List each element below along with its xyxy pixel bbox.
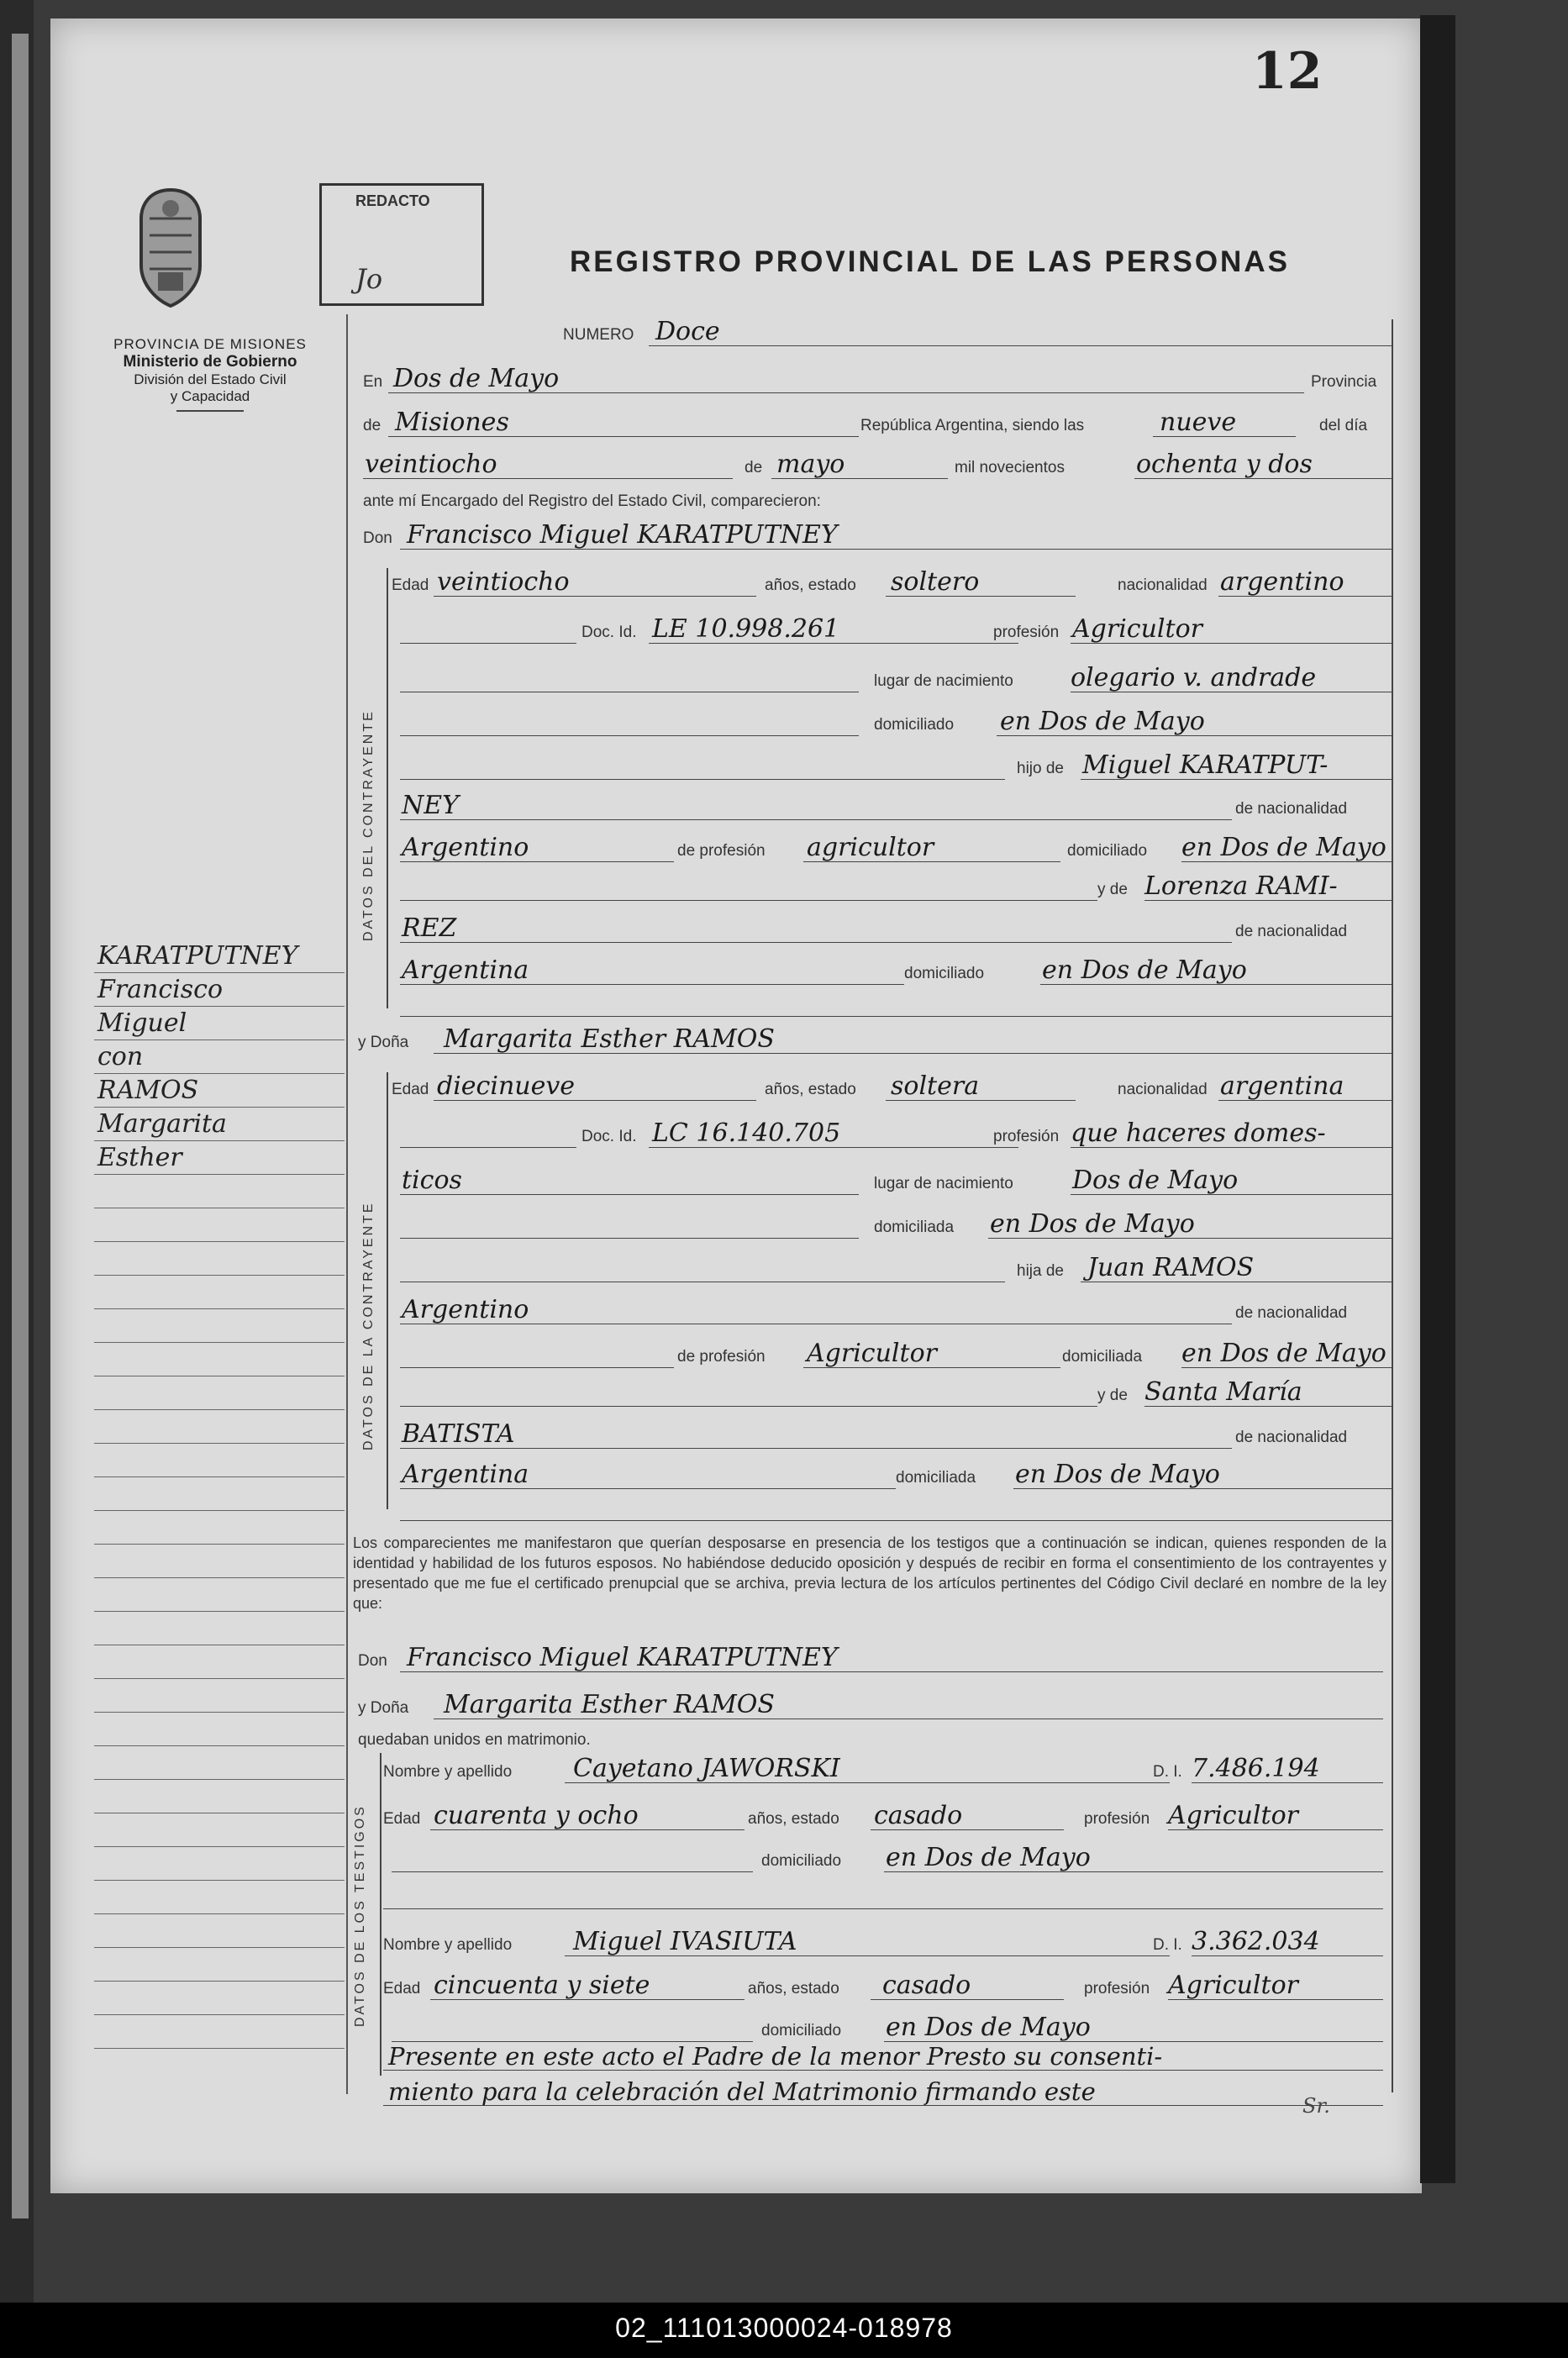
union-dona-label: y Doña: [358, 1699, 409, 1717]
margin-line: [94, 1713, 345, 1746]
margin-name-lines: [94, 940, 345, 2049]
dona-value: Margarita Esther RAMOS: [444, 1024, 775, 1054]
f-lugar-label: lugar de nacimiento: [874, 1175, 1013, 1192]
f-row-blank: [392, 1491, 1392, 1524]
margin-name: KARATPUTNEY: [97, 941, 298, 971]
c-row-lugar: [392, 662, 1392, 696]
margin-line: [94, 1410, 345, 1444]
margin-line: [94, 1343, 345, 1376]
row-numero: [353, 316, 1392, 350]
numero-value: Doce: [655, 317, 720, 346]
c-padre-domic: en Dos de Mayo: [1181, 833, 1386, 862]
redacto-label: REDACTO: [355, 192, 430, 209]
margin-line: [94, 1881, 345, 1914]
f-nac-label: nacionalidad: [1118, 1081, 1208, 1098]
margin-name: Margarita: [97, 1109, 227, 1139]
c-domic-label: domiciliado: [874, 716, 955, 734]
f-madre-de-nac-label: de nacionalidad: [1235, 1429, 1348, 1446]
redacto-initials: Jo: [355, 263, 383, 295]
margin-line: [94, 1914, 345, 1948]
de-mes-label: de: [745, 459, 763, 476]
c-padre-domic-label: domiciliado: [1067, 842, 1148, 860]
c-row-madre: [392, 871, 1392, 904]
c-hijo-label: hijo de: [1017, 760, 1064, 777]
form-right-border: [1392, 319, 1393, 2092]
c-de-prof-label: de profesión: [677, 842, 766, 860]
f-madre-domic: en Dos de Mayo: [1015, 1460, 1220, 1489]
don-label: Don: [363, 529, 392, 547]
note-text-2: miento para la celebración del Matrimonio firmando este: [388, 2077, 1096, 2106]
f-edad-label: Edad: [392, 1081, 429, 1098]
f-doc-label: Doc. Id.: [581, 1128, 637, 1145]
row-union-dona: [353, 1689, 1392, 1723]
c-padre-value-2: NEY: [402, 791, 459, 820]
f-blank-line: [400, 1490, 1392, 1521]
c-edad-value: veintiocho: [437, 567, 570, 597]
c-padre-nac: Argentino: [402, 833, 529, 862]
f-hija-label: hija de: [1017, 1262, 1064, 1280]
row-dia: [353, 449, 1392, 482]
note-row-1: [383, 2040, 1383, 2074]
f-hija-pre-line: [400, 1251, 1005, 1282]
contrayente-frame: [387, 568, 388, 1008]
f-row-hija: [392, 1252, 1392, 1286]
row-en: [353, 363, 1392, 397]
margin-line: [94, 973, 345, 1007]
margin-line: [94, 1679, 345, 1713]
c-padre-value-1: Miguel KARATPUT-: [1082, 750, 1329, 780]
t1-edad-value: cuarenta y ocho: [434, 1801, 639, 1830]
margin-line: [94, 1578, 345, 1612]
c-padre-prof: agricultor: [807, 833, 934, 862]
f-row-edad: [392, 1071, 1392, 1104]
c-madre-de-nac-label: de nacionalidad: [1235, 923, 1348, 940]
f-madre-value-2: BATISTA: [402, 1419, 515, 1449]
c-row-padre-prof: [392, 832, 1392, 866]
f-domic-label: domiciliada: [874, 1218, 955, 1236]
t1-anos-label: años, estado: [748, 1810, 839, 1828]
f-domic-value: en Dos de Mayo: [990, 1209, 1195, 1239]
c-nac-value: argentino: [1220, 567, 1344, 597]
note-text-1: Presente en este acto el Padre de la menor Presto su consenti-: [388, 2042, 1163, 2071]
en-value: Dos de Mayo: [393, 364, 560, 393]
t1-row-nombre: [383, 1753, 1383, 1787]
margin-line: [94, 1175, 345, 1208]
t1-edad-label: Edad: [383, 1810, 421, 1828]
republica-text: República Argentina, siendo las: [860, 417, 1085, 434]
del-dia-label: del día: [1319, 417, 1368, 434]
f-estado-value: soltera: [891, 1071, 980, 1101]
c-domic-pre-line: [400, 705, 859, 736]
margin-line: [94, 940, 345, 973]
org-province: PROVINCIA DE MISIONES: [113, 336, 307, 352]
t1-d-label: D. I.: [1153, 1763, 1182, 1781]
margin-line: [94, 1444, 345, 1477]
t1-nombre-label: Nombre y apellido: [383, 1763, 513, 1781]
f-prof-value: que haceres domes-: [1071, 1118, 1326, 1148]
org-division: División del Estado Civil: [134, 371, 287, 387]
margin-line: [94, 1847, 345, 1881]
f-row-lugar: [392, 1165, 1392, 1198]
t2-d-label: D. I.: [1153, 1936, 1182, 1954]
file-id: 02_111013000024-018978: [615, 2313, 953, 2343]
t2-d-value: 3.362.034: [1192, 1927, 1320, 1956]
org-ministry: Ministerio de Gobierno: [123, 353, 297, 371]
t2-row-edad: [383, 1970, 1383, 2003]
quedaban-text: quedaban unidos en matrimonio.: [358, 1731, 591, 1749]
t1-domic-pre-line: [392, 1841, 753, 1872]
page-title: REGISTRO PROVINCIAL DE LAS PERSONAS: [570, 245, 1290, 278]
margin-name: con: [97, 1042, 144, 1071]
c-row-blank: [392, 987, 1392, 1020]
margin-line: [94, 1208, 345, 1242]
f-madre-pre-line: [400, 1376, 1097, 1407]
declaration-text: Los comparecientes me manifestaron que querían desposarse en presencia de los testigos que a continuación se indican, quienes responden de la identidad y habilidad de los futuros esposos. No habiéndose deducido oposición y después de recibir en forma el consentimiento de los contrayentes y presentado que me fue el certificado prenupcial que se archiva, previa lectura de los artículos pertinentes del Código Civil declaré en nombre de la ley que:: [353, 1534, 1386, 1612]
c-edad-label: Edad: [392, 576, 429, 594]
t1-row-blank: [383, 1879, 1383, 1913]
f-domic-pre-line: [400, 1208, 859, 1239]
row-de: [353, 407, 1392, 440]
row-ante: [353, 482, 1392, 516]
c-madre-value-2: REZ: [402, 913, 457, 943]
c-row-hijo: [392, 750, 1392, 783]
contrayenta-section-label: DATOS DE LA CONTRAYENTE: [361, 1201, 376, 1450]
margin-line: [94, 1040, 345, 1074]
mil-label: mil novecientos: [955, 459, 1065, 476]
c-de-nac-label: de nacionalidad: [1235, 800, 1348, 818]
margin-name: Francisco: [97, 975, 224, 1004]
f-padre-domic: en Dos de Mayo: [1181, 1339, 1386, 1368]
note-mark: Sr.: [1302, 2094, 1330, 2118]
c-lugar-pre-line: [400, 661, 859, 692]
t2-prof-label: profesión: [1084, 1980, 1150, 1997]
de-value: Misiones: [395, 408, 509, 437]
c-madre-domic: en Dos de Mayo: [1042, 955, 1247, 985]
margin-line: [94, 1074, 345, 1108]
f-prof-label: profesión: [993, 1128, 1060, 1145]
contrayente-section-label: DATOS DEL CONTRAYENTE: [361, 709, 376, 941]
c-prof-value: Agricultor: [1072, 614, 1202, 644]
f-prof-value-2: ticos: [402, 1166, 462, 1195]
f-madre-nac: Argentina: [402, 1460, 529, 1489]
margin-name: RAMOS: [97, 1076, 199, 1105]
f-edad-value: diecinueve: [437, 1071, 576, 1101]
c-row-doc: [392, 613, 1392, 647]
contrayenta-frame: [387, 1072, 388, 1509]
f-row-padre-nac: [392, 1294, 1392, 1328]
testigos-section-label: DATOS DE LOS TESTIGOS: [353, 1804, 367, 2027]
f-nac-value: argentina: [1220, 1071, 1344, 1101]
t1-prof-label: profesión: [1084, 1810, 1150, 1828]
c-row-madre-nac: [392, 913, 1392, 946]
c-prof-label: profesión: [993, 624, 1060, 641]
t2-nombre-value: Miguel IVASIUTA: [573, 1927, 797, 1956]
dona-label: y Doña: [358, 1034, 409, 1051]
c-row-domic: [392, 706, 1392, 740]
t1-row-domic: [383, 1842, 1383, 1876]
f-row-padre-prof: [392, 1338, 1392, 1371]
t1-domic-value: en Dos de Mayo: [886, 1843, 1091, 1872]
c-madre-domic-label: domiciliado: [904, 965, 985, 982]
t1-blank-line: [383, 1878, 1383, 1909]
f-doc-value: LC 16.140.705: [652, 1118, 841, 1148]
t2-nombre-label: Nombre y apellido: [383, 1936, 513, 1954]
c-lugar-value: olegario v. andrade: [1071, 663, 1317, 692]
row-union-don: [353, 1642, 1392, 1676]
t1-domic-label: domiciliado: [761, 1852, 842, 1870]
redacto-box: [319, 183, 484, 306]
c-lugar-label: lugar de nacimiento: [874, 672, 1013, 690]
facing-page-edge: [12, 34, 29, 2219]
margin-line: [94, 1545, 345, 1578]
c-doc-value: LE 10.998.261: [652, 614, 840, 644]
c-padre-cont-line: [400, 789, 1232, 820]
org-capacity: y Capacidad: [170, 388, 250, 404]
f-padre-prof-pre-line: [400, 1337, 674, 1368]
note-row-2: [383, 2076, 1383, 2109]
f-lugar-pre-line: [400, 1164, 859, 1195]
t2-domic-label: domiciliado: [761, 2022, 842, 2040]
don-value: Francisco Miguel KARATPUTNEY: [407, 520, 838, 550]
margin-line: [94, 1982, 345, 2015]
t2-row-nombre: [383, 1926, 1383, 1960]
provincia-label: Provincia: [1311, 373, 1377, 391]
margin-line: [94, 1276, 345, 1309]
c-doc-label: Doc. Id.: [581, 624, 637, 641]
f-de-prof-label: de profesión: [677, 1348, 766, 1366]
row-quedaban: [353, 1721, 1392, 1755]
c-hijo-pre-line: [400, 749, 1005, 780]
testigos-frame: [380, 1753, 381, 2076]
c-blank-line: [400, 986, 1392, 1017]
c-madre-nac: Argentina: [402, 955, 529, 985]
margin-line: [94, 2015, 345, 2049]
f-lugar-value: Dos de Mayo: [1072, 1166, 1239, 1195]
f-row-madre-nac: [392, 1418, 1392, 1452]
margin-line: [94, 1141, 345, 1175]
f-y-de-label: y de: [1097, 1387, 1128, 1404]
f-row-doc: [392, 1118, 1392, 1151]
margin-line: [94, 1780, 345, 1813]
c-row-madre-domic: [392, 955, 1392, 988]
margin-line: [94, 1645, 345, 1679]
margin-line: [94, 1242, 345, 1276]
f-row-madre-domic: [392, 1459, 1392, 1492]
c-madre-cont-line: [400, 912, 1232, 943]
row-don: [353, 519, 1392, 553]
book-cover-right: [1420, 15, 1455, 2183]
c-madre-pre-line: [400, 870, 1097, 901]
ante-text: ante mí Encargado del Registro del Estado Civil, comparecieron:: [363, 492, 821, 510]
f-doc-pre-line: [400, 1117, 576, 1148]
f-madre-value-1: Santa María: [1144, 1377, 1302, 1407]
dia-value: veintiocho: [365, 450, 497, 479]
c-nac-label: nacionalidad: [1118, 576, 1208, 594]
en-label: En: [363, 373, 383, 391]
margin-line: [94, 1007, 345, 1040]
margin-line: [94, 1612, 345, 1645]
c-row-edad: [392, 566, 1392, 600]
de-label: de: [363, 417, 381, 434]
t1-nombre-value: Cayetano JAWORSKI: [573, 1754, 840, 1783]
f-row-madre: [392, 1376, 1392, 1410]
f-padre-nac: Argentino: [402, 1295, 529, 1324]
union-don-label: Don: [358, 1652, 387, 1670]
margin-name: Esther: [97, 1143, 182, 1172]
t2-estado-value: casado: [882, 1971, 971, 2000]
t1-d-value: 7.486.194: [1192, 1754, 1320, 1783]
numero-line: [649, 315, 1392, 346]
f-padre-prof: Agricultor: [807, 1339, 937, 1368]
margin-line: [94, 1511, 345, 1545]
margin-name: Miguel: [97, 1008, 187, 1038]
c-madre-value-1: Lorenza RAMI-: [1144, 871, 1338, 901]
margin-line: [94, 1477, 345, 1511]
page-number: 12: [1252, 42, 1323, 101]
f-padre-value: Juan RAMOS: [1087, 1253, 1255, 1282]
hora-value: nueve: [1160, 408, 1237, 437]
numero-label: NUMERO: [563, 326, 634, 344]
union-don-value: Francisco Miguel KARATPUTNEY: [407, 1643, 838, 1672]
t1-prof-value: Agricultor: [1168, 1801, 1298, 1830]
margin-line: [94, 1108, 345, 1141]
t2-prof-value: Agricultor: [1168, 1971, 1298, 2000]
t1-row-edad: [383, 1800, 1383, 1834]
f-madre-domic-label: domiciliada: [896, 1469, 976, 1487]
anio-value: ochenta y dos: [1136, 450, 1313, 479]
f-row-domic: [392, 1208, 1392, 1242]
margin-line: [94, 1948, 345, 1982]
t2-edad-value: cincuenta y siete: [434, 1971, 650, 2000]
c-row-padre-nac: [392, 790, 1392, 824]
margin-line: [94, 1309, 345, 1343]
c-y-de-label: y de: [1097, 881, 1128, 898]
f-padre-domic-label: domiciliada: [1062, 1348, 1143, 1366]
margin-line: [94, 1376, 345, 1410]
c-anos-label: años, estado: [765, 576, 856, 594]
c-estado-value: soltero: [891, 567, 980, 597]
margin-line: [94, 1813, 345, 1847]
t1-estado-value: casado: [874, 1801, 963, 1830]
t2-domic-value: en Dos de Mayo: [886, 2013, 1091, 2042]
union-dona-value: Margarita Esther RAMOS: [444, 1690, 775, 1719]
t2-edad-label: Edad: [383, 1980, 421, 1997]
t2-domic-pre-line: [392, 2011, 753, 2042]
f-madre-cont-line: [400, 1418, 1232, 1449]
provincial-seal-icon: [124, 185, 217, 311]
mes-value: mayo: [776, 450, 845, 479]
c-doc-pre-line: [400, 613, 576, 644]
c-domic-value: en Dos de Mayo: [1000, 707, 1205, 736]
f-de-nac-label: de nacionalidad: [1235, 1304, 1348, 1322]
margin-line: [94, 1746, 345, 1780]
t2-anos-label: años, estado: [748, 1980, 839, 1997]
f-anos-label: años, estado: [765, 1081, 856, 1098]
row-dona: [353, 1024, 1392, 1057]
